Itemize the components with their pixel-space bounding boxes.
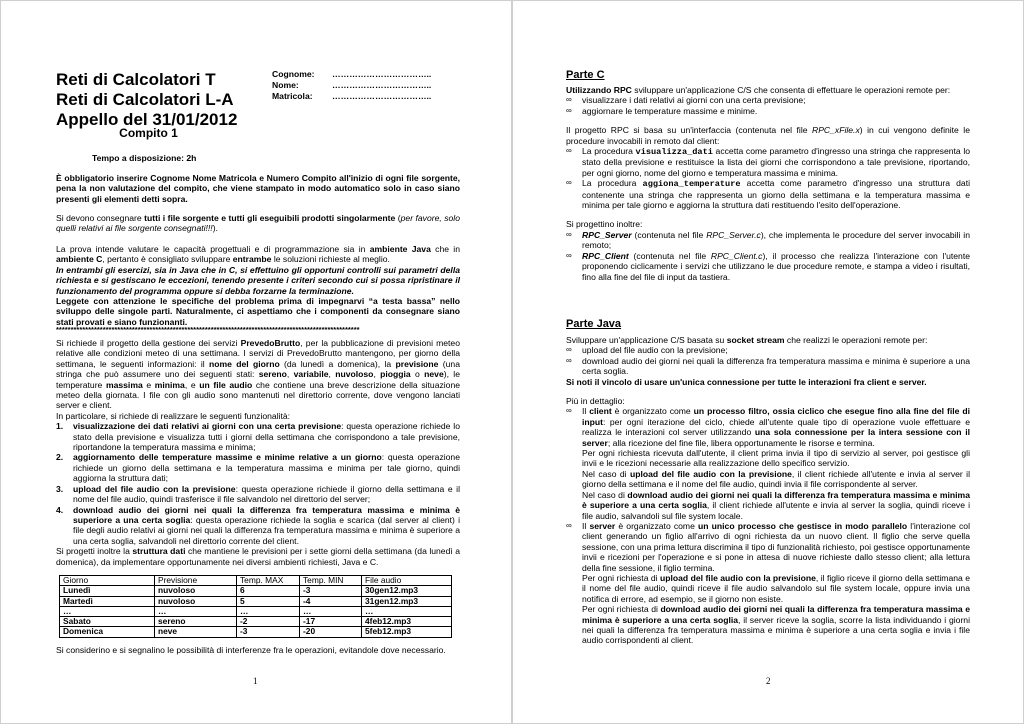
text: , il figlio riceve il giorno della settimana e il nome del file audio, quindi riceve il file audio salvandolo sul file system locale, oppure invia una notifica di errore, ad esempio, se il giorno non esiste. bbox=[582, 572, 970, 604]
time-limit: Tempo a disposizione: 2h bbox=[92, 153, 197, 163]
table-row bbox=[60, 586, 452, 596]
text: o bbox=[410, 369, 425, 380]
text-bold: sereno bbox=[258, 369, 287, 380]
text: sviluppare un'applicazione C/S che consenta di effettuare le operazioni remote per: bbox=[631, 85, 951, 95]
text-bold-italic: RPC_Client bbox=[582, 250, 629, 261]
text: ) in cui vengono definite le procedure invocabili in remoto dal client: bbox=[566, 125, 970, 146]
text-bold: una sola connessione per la intera sessione con il server bbox=[582, 427, 970, 448]
client-paragraph bbox=[582, 490, 970, 521]
text-bold: nuvoloso bbox=[335, 369, 374, 380]
text-bold: visualizzazione dei dati relativi ai giorni con una certa previsione bbox=[73, 421, 342, 432]
list-item bbox=[56, 505, 460, 547]
table-cell: … bbox=[300, 606, 362, 616]
text: che in bbox=[430, 244, 460, 254]
client-paragraph bbox=[582, 469, 970, 490]
text: (contenuta nel file bbox=[628, 250, 711, 261]
table-header: File audio bbox=[362, 576, 452, 586]
text-bold: upload del file audio con la previsione bbox=[630, 468, 792, 479]
text-bold: upload del file audio con la previsione bbox=[660, 572, 816, 583]
text: Si devono consegnare bbox=[56, 213, 145, 223]
client-description bbox=[566, 406, 970, 520]
text-bold: un processo filtro, ossia ciclico che esegue fino alla fine del file di input bbox=[582, 406, 970, 427]
text-bold: nome del giorno bbox=[208, 358, 280, 369]
text: : questa operazione richiede il giorno della settimana e il nome del file audio, quindi trasferisce il file salvandolo nel direttorio del server; bbox=[73, 483, 460, 505]
mandatory-note: È obbligatorio inserire Cognome Nome Matricola e Numero Compito all'inizio di ogni file sorgente, pena la non valutazione del compito, che viene stampato in modo automatico solo in caso siano presenti gli elementi detti sopra. bbox=[56, 173, 460, 204]
student-fields bbox=[272, 69, 431, 102]
page-number: 1 bbox=[253, 676, 258, 686]
spacer bbox=[566, 116, 970, 125]
text-bold: upload del file audio con la previsione bbox=[73, 483, 236, 494]
table-row bbox=[60, 606, 452, 616]
text: ), le temperature bbox=[56, 369, 460, 390]
text: che contiene una breve descrizione della situazione meteo della giornata. I file con gli audio sono mantenuti nel direttorio corrente, dove vengono lanciati server e client. bbox=[56, 379, 461, 411]
controls-note: In entrambi gli esercizi, sia in Java che in C, si effettuino gli opportuni controlli sui parametri della richiesta e si gestiscano le eccezioni, tenendo presente i criteri secondo cui si possa ripristinare il funzionamento del programma oppure si debba forzarne la terminazione. bbox=[56, 264, 460, 296]
table-cell: Domenica bbox=[60, 627, 155, 637]
list-item: ∞ download audio dei giorni nei quali la differenza fra temperatura massima e minima è superiore a una certa soglia. bbox=[566, 356, 970, 377]
text-bold: socket stream bbox=[726, 335, 785, 345]
detail-intro: Più in dettaglio: bbox=[566, 396, 625, 407]
text: e bbox=[142, 379, 155, 390]
design-note: Si progettino inoltre: bbox=[566, 219, 643, 230]
table-cell: -20 bbox=[300, 627, 362, 637]
section-heading-java: Parte Java bbox=[566, 318, 622, 330]
text: l'interazione col client generando un figlio all'arrivo di ogni richiesta da un nuovo client. Il figlio che serve quella sessione, con una prima lettura discrimina il tipo di funzionalità richiesto, poi gestisce opportunamente invii e ricezioni per l'operazione e si pone in attesa di nuove richieste dallo stesso client; alla lettura della fine sessione, il figlio termina. bbox=[582, 520, 970, 573]
table-cell: 6 bbox=[237, 586, 300, 596]
server-description bbox=[566, 521, 970, 646]
table-cell: neve bbox=[155, 627, 237, 637]
text: ), che implementa le procedure del server invocabili in remoto; bbox=[582, 229, 970, 251]
item-number: 3. bbox=[56, 483, 64, 494]
list-item bbox=[56, 421, 460, 452]
functionality-list bbox=[56, 421, 460, 546]
text: , il server riceve la soglia, scorre la lista individuando i giorni nei quali la differenza fra temperatura massima e minima è superiore a una certa soglia e invia i file audio corrispondenti al client. bbox=[582, 614, 970, 646]
text: ). bbox=[212, 223, 218, 234]
table-header: Giorno bbox=[60, 576, 155, 586]
bullet-list bbox=[566, 95, 970, 116]
table-cell: sereno bbox=[155, 617, 237, 627]
text-bold: variabile bbox=[293, 369, 329, 380]
text: ( bbox=[395, 213, 401, 223]
table-cell: 30gen12.mp3 bbox=[362, 586, 452, 596]
text-bold: download audio dei giorni nei quali la differenza fra temperatura massima e minima è superiore a una certa soglia bbox=[582, 489, 970, 511]
list-item bbox=[56, 484, 460, 505]
text-bold-italic: RPC_Server bbox=[582, 229, 632, 240]
procedure-list bbox=[566, 146, 970, 210]
text: è organizzato come bbox=[615, 520, 699, 531]
code-name: aggiona_temperature bbox=[642, 179, 741, 190]
field-nome bbox=[272, 80, 431, 91]
title-line: Appello del 31/01/2012 bbox=[56, 110, 238, 129]
table-cell: nuvoloso bbox=[155, 596, 237, 606]
table-header: Temp. MIN bbox=[300, 576, 362, 586]
table-cell: Sabato bbox=[60, 617, 155, 627]
table-cell: 5feb12.mp3 bbox=[362, 627, 452, 637]
field-value: …………………………….. bbox=[332, 69, 432, 79]
text-bold: entrambe bbox=[232, 254, 272, 265]
field-label: Cognome: bbox=[272, 69, 315, 79]
text: Il progetto RPC si basa su un'interfaccia (contenuta nel file bbox=[566, 125, 812, 136]
text: è organizzato come bbox=[611, 406, 694, 417]
table-row bbox=[60, 596, 452, 606]
table-row bbox=[60, 627, 452, 637]
text: che realizzi le operazioni remote per: bbox=[784, 335, 928, 345]
problem-description bbox=[56, 338, 460, 567]
component-list bbox=[566, 230, 970, 282]
text: Per ogni richiesta di bbox=[582, 604, 661, 615]
text-bold: server bbox=[589, 520, 616, 531]
title-line: Reti di Calcolatori T bbox=[56, 70, 216, 89]
text: , bbox=[328, 369, 336, 380]
text-bold: client bbox=[589, 406, 612, 417]
table-cell: … bbox=[237, 606, 300, 616]
list-item bbox=[566, 251, 970, 282]
functionality-intro: In particolare, si richiede di realizzare le seguenti funzionalità: bbox=[56, 410, 291, 421]
text: Si richiede il progetto della gestione dei servizi bbox=[56, 338, 241, 348]
item-number: 2. bbox=[56, 452, 64, 463]
spacer bbox=[566, 387, 970, 396]
field-matricola bbox=[272, 91, 431, 102]
text-bold: un file audio bbox=[199, 379, 253, 390]
field-label: Nome: bbox=[272, 80, 299, 90]
text-bold: neve bbox=[424, 369, 444, 380]
list-item: ∞ aggiornare le temperature massime e minime. bbox=[566, 106, 970, 116]
text: , bbox=[286, 369, 294, 380]
table-cell: -3 bbox=[300, 586, 362, 596]
compito-label: Compito 1 bbox=[119, 126, 178, 140]
field-label: Matricola: bbox=[272, 91, 313, 101]
title-line: Reti di Calcolatori L-A bbox=[56, 90, 234, 109]
text-bold: un unico processo che gestisce in modo parallelo bbox=[698, 520, 908, 531]
interface-note bbox=[566, 125, 970, 146]
part-java-body bbox=[566, 335, 970, 646]
data-structure-note bbox=[56, 546, 460, 567]
constraint-note: Si noti il vincolo di usare un'unica connessione per tutte le interazioni fra client e server. bbox=[566, 376, 927, 387]
text: ), il processo che realizza l'interazione con l'utente proponendo ciclicamente i servizi che utilizzano le due procedure remote, e stampa a video i risultati, fino alla fine del file di input da tastiera. bbox=[582, 250, 970, 282]
text-bold: massima bbox=[105, 379, 143, 390]
table-cell: 31gen12.mp3 bbox=[362, 596, 452, 606]
text-italic: RPC_Client.c bbox=[710, 250, 763, 261]
text: , per la pubblicazione di previsioni meteo relative alle condizioni meteo di una settimana. I servizi di PrevedoBrutto mantengono, per giorno della settimana, le seguenti informazioni: il bbox=[56, 338, 460, 369]
client-paragraph: Per ogni richiesta ricevuta dall'utente, il client prima invia il tipo di servizio al server, poi gestisce gli invii e le ricezioni necessarie alla realizzazione dello specifico servizio. bbox=[582, 448, 970, 469]
text: (una stringa che può assumere uno dei seguenti stati: bbox=[56, 358, 460, 380]
table-cell: -2 bbox=[237, 617, 300, 627]
text: (contenuta nel file bbox=[631, 229, 707, 240]
text-bold: download audio dei giorni nei quali la differenza fra temperatura massima e minima è superiore a una certa soglia bbox=[73, 504, 460, 525]
table-cell: -17 bbox=[300, 617, 362, 627]
text: , pertanto è consigliato sviluppare bbox=[102, 254, 233, 265]
text: accetta come parametro d'ingresso una stringa che rappresenta lo stato della previsione e restituisce la lista dei giorni che corrispondono a tale previsione, riportando, per ogni giorno, nome del giorno e temperatura massima e minima. bbox=[582, 146, 971, 178]
item-number: 1. bbox=[56, 421, 64, 432]
text: accetta come parametro d'ingresso una struttura dati contenente una stringa che rappresenta un giorno della settimana e la temperatura massima e minima per tale giorno e aggiorna la struttura dati restituendo l'esito dell'operazione. bbox=[582, 178, 970, 211]
text: Si progetti inoltre la bbox=[56, 546, 133, 557]
table-cell: 5 bbox=[237, 596, 300, 606]
text: Il bbox=[582, 406, 590, 417]
text: Il bbox=[582, 520, 590, 531]
table-header: Temp. MAX bbox=[237, 576, 300, 586]
table-header: Previsione bbox=[155, 576, 237, 586]
field-value: …………………………….. bbox=[332, 80, 432, 90]
text-bold: minima bbox=[154, 379, 185, 390]
text: : questa operazione richiede lo stato della previsione e visualizza tutti i giorni della settimana che corrispondono a tale previsione, riportandone la temperatura massima e minima; bbox=[73, 421, 460, 453]
text: , bbox=[373, 369, 381, 380]
text-italic: RPC_xFile.x bbox=[811, 125, 860, 136]
text: Per ogni richiesta di bbox=[582, 572, 661, 583]
page-2 bbox=[512, 0, 1024, 724]
table-cell: 4feb12.mp3 bbox=[362, 617, 452, 627]
text: le soluzioni richieste al meglio. bbox=[271, 254, 390, 265]
list-item: ∞ upload del file audio con la previsione; bbox=[566, 345, 970, 355]
text-bold: download audio dei giorni nei quali la differenza fra temperatura massima e minima è superiore a una certa soglia bbox=[582, 604, 970, 625]
text-italic: RPC_Server.c bbox=[706, 229, 761, 240]
text: La prova intende valutare le capacità progettuali e di programmazione sia in bbox=[56, 244, 370, 254]
text: La procedura bbox=[582, 178, 643, 189]
text-bold: previsione bbox=[395, 358, 439, 369]
text: La procedura bbox=[582, 146, 636, 157]
table-cell: Lunedì bbox=[60, 586, 155, 596]
text-bold: Utilizzando RPC bbox=[566, 85, 632, 95]
text: , e bbox=[184, 379, 200, 390]
list-item bbox=[566, 146, 970, 178]
table-cell: -4 bbox=[300, 596, 362, 606]
table-cell: nuvoloso bbox=[155, 586, 237, 596]
code-name: visualizza_dati bbox=[635, 147, 713, 158]
text-bold: ambiente Java bbox=[369, 244, 431, 254]
server-paragraph bbox=[582, 573, 970, 604]
text: che mantiene le previsioni per i sette giorni della settimana (da lunedì a domenica), da implementare opportunamente nei diversi ambienti richiesti, Java e C. bbox=[56, 546, 461, 567]
delivery-note bbox=[56, 213, 460, 234]
text-bold: tutti i file sorgente e tutti gli eseguibili prodotti singolarmente bbox=[144, 213, 396, 223]
attention-note: Leggete con attenzione le specifiche del problema prima di impegnarvi “a testa bassa” nello sviluppo delle singole parti. Naturalmente, ci aspettiamo che i componenti da consegnare siano stati provati e siano funzionanti. bbox=[56, 296, 460, 327]
evaluation-note bbox=[56, 244, 460, 327]
text: Nel caso di bbox=[582, 489, 628, 500]
list-item bbox=[566, 230, 970, 251]
list-item bbox=[56, 452, 460, 483]
closing-note: Si considerino e si segnalino le possibilità di interferenze fra le operazioni, evitandole dove necessario. bbox=[56, 645, 446, 655]
table-cell: -3 bbox=[237, 627, 300, 637]
exam-title bbox=[56, 70, 266, 130]
field-value: …………………………….. bbox=[332, 91, 432, 101]
text: Sviluppare un'applicazione C/S basata su bbox=[566, 335, 727, 345]
text-bold: struttura dati bbox=[132, 546, 186, 557]
text: : questa operazione richiede un giorno della settimana e la temperatura massima e minima per tale giorno, quindi aggiorna la struttura dati; bbox=[73, 452, 460, 484]
bullet-list bbox=[566, 345, 970, 376]
text: (da lunedì a domenica), la bbox=[279, 358, 396, 369]
table-row bbox=[60, 617, 452, 627]
text: , il client richiede all'utente e invia al server la soglia, quindi riceve i file audio, salvandoli sul file system locale. bbox=[582, 500, 970, 521]
table-cell: … bbox=[60, 606, 155, 616]
separator-stars: ******************************************************************************************************** bbox=[56, 325, 360, 334]
text-bold: ambiente C bbox=[56, 254, 103, 265]
text: : questa operazione richiede la soglia e scarica (dal server al client) i file degli audio relativi ai giorni nei quali la differenza fra temperatura massima e minima è superiore a una certa soglia, salvandoli nel direttorio corrente del client. bbox=[73, 514, 460, 546]
text: Nel caso di bbox=[582, 468, 630, 479]
spacer bbox=[566, 210, 970, 219]
detail-list bbox=[566, 406, 970, 645]
list-item bbox=[566, 178, 970, 210]
text: , il client richiede all'utente e invia al server il giorno della settimana e il nome del file audio, quindi invia il file corrispondente al server. bbox=[582, 468, 970, 490]
table-cell: Martedì bbox=[60, 596, 155, 606]
page-number: 2 bbox=[766, 676, 771, 686]
text-bold: PrevedoBrutto bbox=[240, 338, 301, 348]
text: : per ogni iterazione del ciclo, chiede all'utente quale tipo di operazione vuole effettuare e realizza le interazioni col server utilizzando bbox=[582, 416, 970, 438]
table-cell: … bbox=[155, 606, 237, 616]
text-bold: aggiornamento delle temperature massime e minime relative a un giorno bbox=[73, 452, 382, 463]
text-bold: pioggia bbox=[380, 369, 411, 380]
text-italic: per favore, solo quelli relativi ai file sorgente consegnati!!! bbox=[56, 213, 460, 234]
list-item: ∞ visualizzare i dati relativi ai giorni con una certa previsione; bbox=[566, 95, 970, 105]
field-cognome bbox=[272, 69, 431, 80]
section-heading-c: Parte C bbox=[566, 69, 605, 81]
server-paragraph bbox=[582, 604, 970, 646]
text: ; alla ricezione del fine file, libera opportunamente le risorse e termina. bbox=[607, 437, 875, 448]
forecast-table bbox=[59, 575, 452, 638]
table-header-row bbox=[60, 576, 452, 586]
part-c-body bbox=[566, 85, 970, 282]
item-number: 4. bbox=[56, 504, 64, 515]
table-cell: … bbox=[362, 606, 452, 616]
